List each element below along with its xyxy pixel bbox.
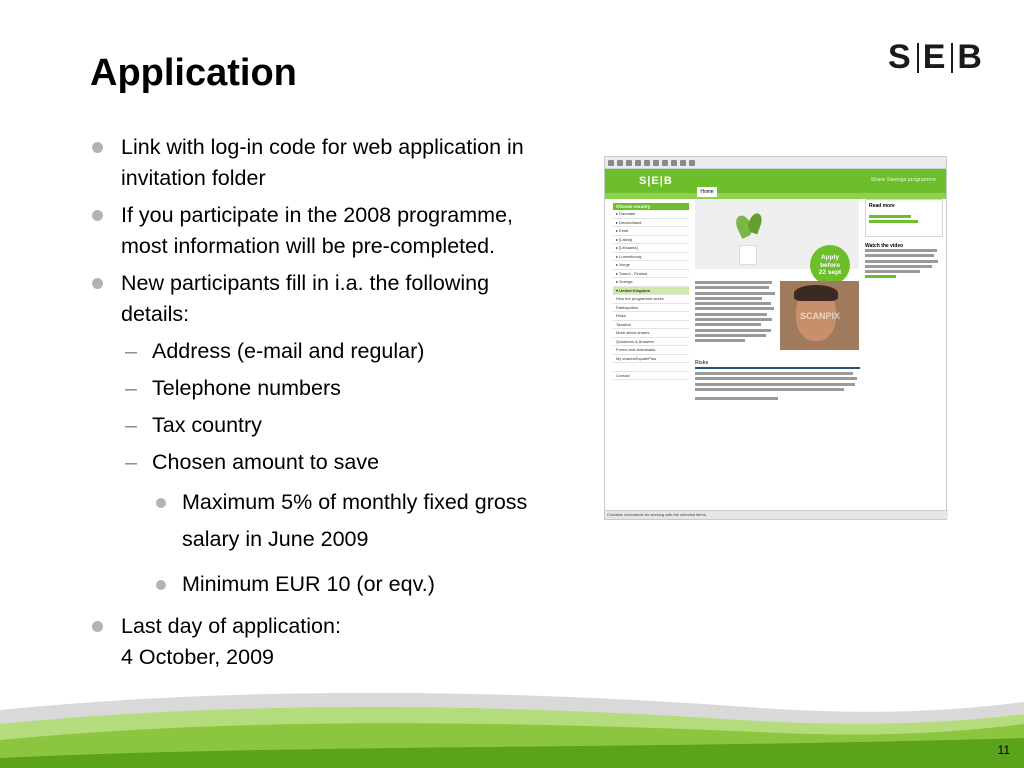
site-risks-divider [695,367,860,369]
site-read-more-heading: Read more [869,203,895,209]
site-sidebar-item: ▾ United Kingdom [613,287,689,296]
site-sidebar-item: Contact [613,372,689,381]
seb-logo [888,38,984,77]
site-sidebar-item: ▸ Sverige [613,278,689,287]
mail-icon [680,160,686,166]
site-sidebar-item: ▸ Eesti [613,227,689,236]
bullet-pre-completed: If you participate in the 2008 programme, most information will be pre-completed. [90,200,560,262]
photo-watermark: SCANPIX [800,311,841,321]
site-sidebar-item: ▸ Danmark [613,210,689,219]
site-sidebar-item: ▸ [Lithuania] [613,244,689,253]
bullet-list [90,132,560,679]
site-tab-home: Home [697,187,717,197]
site-right-column [865,199,943,281]
site-sidebar-item: Forms and downloads [613,346,689,355]
browser-toolbar [605,157,946,169]
portrait-hair [794,285,838,301]
site-portrait-photo [780,281,859,350]
bullet-log-in-code: Link with log-in code for web application in invitation folder [90,132,560,194]
search-icon [653,160,659,166]
site-sidebar-item: Participation [613,304,689,313]
site-read-more-box [865,199,943,237]
site-sidebar-item: ▸ Deutschland [613,219,689,228]
site-sidebar-item: ▸ Suomi - Finland [613,270,689,279]
sub-sub-bullet-minimum: Minimum EUR 10 (or eqv.) [90,566,560,603]
site-sidebar-header: Choose country [613,203,689,210]
plant-leaf [746,212,764,235]
logo-separator [951,43,953,73]
history-icon [671,160,677,166]
site-logo: S|E|B [639,175,673,187]
site-risks-section [695,360,860,402]
site-sidebar-item: ▸ Luxembourg [613,253,689,262]
sub-bullet-amount: – Chosen amount to save [90,447,560,478]
refresh-icon [635,160,641,166]
footer-wave-decoration [0,680,1024,768]
page-number: 11 [997,743,1010,757]
site-banner-image [695,199,859,276]
sub-bullet-tax-country: – Tax country [90,410,560,441]
browser-status-bar: Contains commands for working with the selected items. [605,510,948,519]
back-icon [608,160,614,166]
forward-icon [617,160,623,166]
slide-title: Application [90,52,297,94]
sub-bullet-telephone: – Telephone numbers [90,373,560,404]
sub-bullet-address: – Address (e-mail and regular) [90,336,560,367]
site-header [605,169,946,193]
print-icon [689,160,695,166]
bullet-last-day [90,611,560,673]
stop-icon [626,160,632,166]
last-day-date: 4 October, 2009 [121,645,274,669]
home-icon [644,160,650,166]
site-sidebar-item: How the programme works [613,295,689,304]
logo-letter-e: E [922,38,948,76]
logo-separator [917,43,919,73]
logo-letter-b: B [957,38,984,76]
site-sidebar-item: Taxation [613,321,689,330]
last-day-label: Last day of application: [121,614,341,638]
site-sidebar [613,203,689,380]
web-application-screenshot [604,156,947,520]
plant-pot [739,245,757,265]
logo-letter-s: S [888,38,913,76]
favorites-icon [662,160,668,166]
site-risks-heading: Risks [695,360,709,366]
site-apply-badge: Apply before 22 sept [810,245,850,285]
site-watch-video-heading: Watch the video [865,243,904,249]
bullet-new-participants: New participants fill in i.a. the following details: [90,268,560,330]
site-sidebar-item: Questions & Answers [613,338,689,347]
site-sidebar-item [613,363,689,372]
site-intro-text [695,281,779,345]
site-sidebar-item: ▸ [Latvia] [613,236,689,245]
site-sidebar-item: More about shares [613,329,689,338]
sub-sub-bullet-maximum: Maximum 5% of monthly fixed gross salary in June 2009 [90,484,560,558]
site-programme-label: Share Savings programme [870,177,936,183]
site-sidebar-item: My shares/EquatePlus [613,355,689,364]
site-sidebar-item: Risks [613,312,689,321]
site-sidebar-item: ▸ Norge [613,261,689,270]
